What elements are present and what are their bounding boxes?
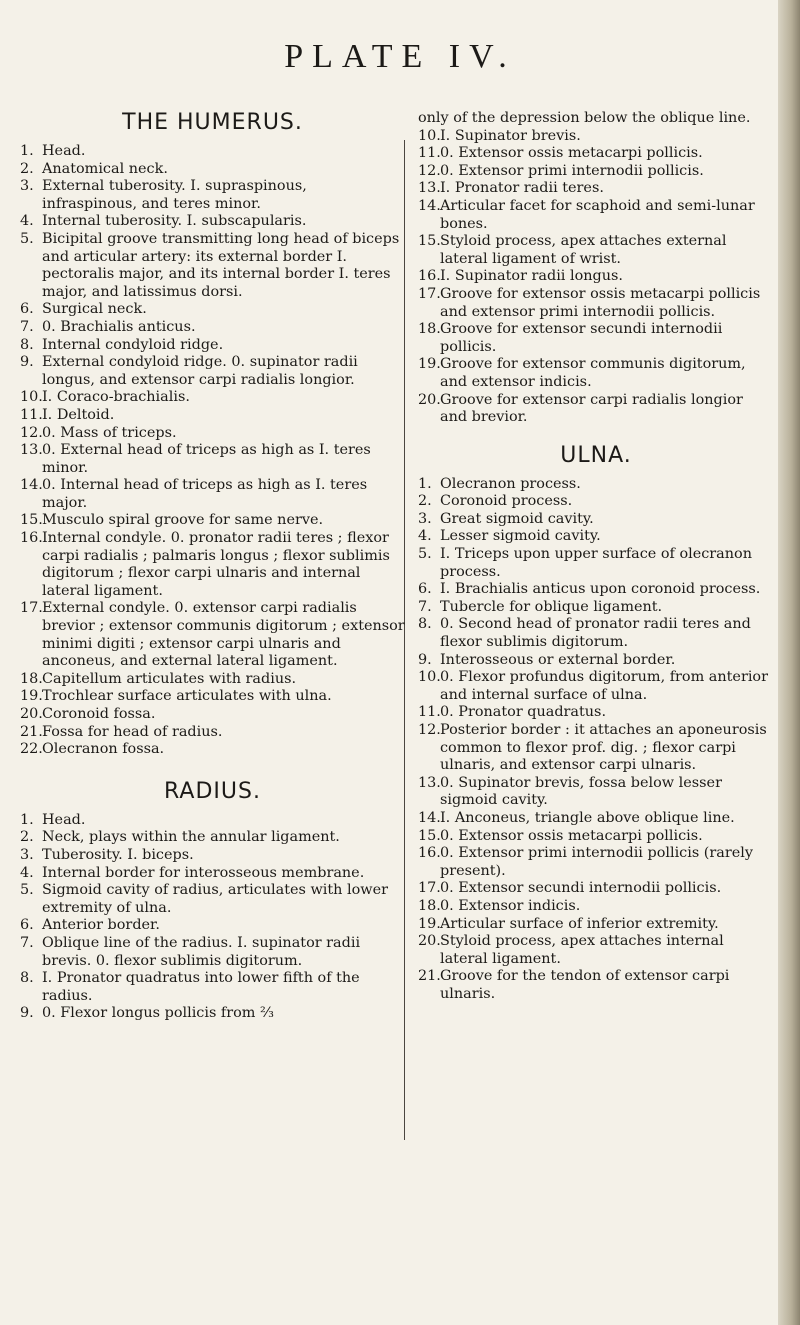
item-text: Groove for the tendon of extensor carpi ulnaris. — [440, 968, 730, 1002]
list-item — [20, 600, 405, 670]
item-number: 20. — [418, 933, 441, 950]
list-item — [20, 530, 405, 600]
item-text: Olecranon fossa. — [42, 741, 165, 758]
list-item — [20, 319, 405, 337]
humerus-title: THE HUMERUS. — [122, 110, 303, 135]
item-number: 18. — [418, 321, 441, 338]
item-number: 5. — [20, 230, 34, 247]
item-number: 13. — [418, 774, 441, 791]
item-number: 11. — [418, 704, 441, 721]
list-item — [20, 741, 405, 759]
item-number: 8. — [418, 616, 432, 633]
item-number: 12. — [418, 722, 441, 738]
list-item — [20, 337, 405, 355]
list-item — [20, 882, 405, 917]
item-text: 0. Extensor ossis metacarpi pollicis. — [440, 145, 703, 162]
item-number: 3. — [20, 178, 34, 195]
item-text: Internal condyloid ridge. — [42, 336, 224, 353]
item-text: External tuberosity. I. supraspinous, infraspinous, and teres minor. — [42, 178, 307, 212]
item-text: 0. External head of triceps as high as I. teres minor. — [42, 442, 371, 476]
item-text: Oblique line of the radius. I. supinator radii brevis. 0. flexor sublimis digitorum. — [42, 934, 361, 969]
item-text: Groove for extensor secundi internodii pollicis. — [440, 321, 723, 355]
item-number: 4. — [418, 528, 432, 545]
item-number: 2. — [418, 493, 432, 510]
item-text: 0. Pronator quadratus. — [440, 704, 607, 721]
list-item — [418, 916, 774, 934]
list-item — [20, 213, 405, 231]
item-number: 11. — [418, 145, 441, 162]
item-text: Interosseous or external border. — [440, 651, 676, 668]
item-number: 16. — [418, 268, 441, 285]
item-number: 19. — [20, 688, 43, 705]
item-text: External condyloid ridge. 0. supinator radii longus, and extensor carpi radialis longior. — [42, 354, 358, 388]
item-text: Anatomical neck. — [42, 160, 168, 177]
list-item — [20, 812, 405, 830]
item-number: 6. — [20, 917, 34, 934]
list-item — [20, 477, 405, 512]
ulna-list — [418, 476, 774, 1004]
item-text: Head. — [42, 143, 86, 159]
item-number: 15. — [418, 233, 441, 250]
item-number: 17. — [418, 880, 441, 897]
item-number: 3. — [418, 510, 432, 527]
list-item — [418, 145, 774, 163]
list-item — [418, 968, 774, 1003]
item-text: Groove for extensor ossis metacarpi pollicis and extensor primi internodii pollicis. — [440, 285, 761, 320]
humerus-list — [20, 143, 405, 759]
item-number: 2. — [20, 160, 34, 177]
item-number: 7. — [418, 598, 432, 615]
item-number: 14. — [418, 197, 441, 214]
item-text: Groove for extensor carpi radialis longior and brevior. — [440, 391, 743, 426]
item-number: 17. — [20, 600, 43, 617]
list-item — [20, 688, 405, 706]
item-text: Musculo spiral groove for same nerve. — [42, 512, 324, 529]
list-item — [418, 669, 774, 704]
list-item — [418, 880, 774, 898]
list-item — [20, 865, 405, 883]
list-item — [418, 180, 774, 198]
list-item — [418, 810, 774, 828]
item-text: Capitellum articulates with radius. — [42, 670, 297, 687]
list-item — [20, 1005, 405, 1023]
item-text: Tubercle for oblique ligament. — [440, 598, 663, 615]
item-number: 17. — [418, 285, 441, 302]
item-number: 19. — [418, 915, 441, 932]
item-text: Styloid process, apex attaches internal lateral ligament. — [440, 933, 724, 967]
list-item — [418, 775, 774, 810]
plate-title: PLATE IV. — [284, 38, 516, 75]
item-number: 4. — [20, 213, 34, 230]
list-item — [418, 356, 774, 391]
item-number: 9. — [20, 1005, 34, 1022]
list-item — [418, 722, 774, 775]
list-item — [20, 847, 405, 865]
item-text: 0. Flexor profundus digitorum, from anterior and internal surface of ulna. — [440, 669, 768, 703]
list-item — [418, 845, 774, 880]
item-text: I. Anconeus, triangle above oblique line. — [440, 809, 735, 826]
list-item — [20, 143, 405, 161]
item-number: 22. — [20, 741, 43, 758]
radius-list — [20, 812, 405, 1023]
item-number: 18. — [418, 897, 441, 914]
item-text: 0. Brachialis anticus. — [42, 318, 196, 335]
item-number: 3. — [20, 846, 34, 863]
item-text: Trochlear surface articulates with ulna. — [42, 688, 332, 705]
list-item — [20, 231, 405, 301]
item-number: 19. — [418, 356, 441, 373]
item-text: I. Triceps upon upper surface of olecranon process. — [440, 546, 752, 580]
list-item — [20, 442, 405, 477]
left-column — [20, 110, 405, 1023]
item-text: 0. Second head of pronator radii teres and flexor sublimis digitorum. — [440, 616, 751, 651]
item-text: Great sigmoid cavity. — [440, 510, 594, 527]
list-item — [20, 917, 405, 935]
item-number: 15. — [418, 827, 441, 844]
list-item — [418, 476, 774, 494]
list-item — [418, 233, 774, 268]
item-number: 7. — [20, 934, 34, 951]
item-number: 6. — [20, 301, 34, 318]
item-number: 20. — [418, 391, 441, 408]
item-text: 0. Supinator brevis, fossa below lesser sigmoid cavity. — [440, 774, 722, 809]
item-text: Groove for extensor communis digitorum, and extensor indicis. — [440, 356, 746, 390]
list-item — [418, 933, 774, 968]
right-column — [418, 110, 774, 1004]
radius-title: RADIUS. — [164, 778, 261, 804]
list-item — [20, 512, 405, 530]
ulna-title: ULNA. — [560, 442, 632, 468]
item-text: Coronoid fossa. — [42, 706, 156, 722]
list-item — [20, 178, 405, 213]
item-text: Articular surface of inferior extremity. — [440, 915, 719, 932]
list-item — [418, 321, 774, 356]
item-number: 13. — [418, 180, 441, 197]
item-number: 4. — [20, 864, 34, 881]
item-number: 14. — [418, 809, 441, 826]
item-number: 1. — [20, 143, 34, 159]
list-item — [20, 389, 405, 407]
list-item — [20, 301, 405, 319]
item-number: 5. — [20, 882, 34, 899]
list-item — [20, 724, 405, 742]
list-item — [418, 616, 774, 651]
item-text: Internal tuberosity. I. subscapularis. — [42, 213, 307, 230]
list-item — [20, 161, 405, 179]
item-text: Internal border for interosseous membrane. — [42, 864, 365, 881]
item-text: Fossa for head of radius. — [42, 723, 223, 740]
item-number: 11. — [20, 406, 43, 423]
list-item — [20, 970, 405, 1005]
item-text: 0. Internal head of triceps as high as I. teres major. — [42, 477, 368, 511]
item-number: 1. — [418, 475, 432, 492]
item-number: 13. — [20, 442, 43, 459]
item-text: External condyle. 0. extensor carpi radialis brevior ; extensor communis digitorum ; extensor minimi digiti ; extensor carpi ulnaris and anconeus, and external lateral ligament. — [42, 600, 405, 670]
list-item — [418, 652, 774, 670]
item-text: Articular facet for scaphoid and semi-lunar bones. — [440, 197, 755, 232]
item-text: I. Deltoid. — [42, 406, 115, 423]
item-text: Anterior border. — [42, 917, 160, 934]
item-number: 10. — [20, 389, 43, 406]
item-number: 9. — [20, 354, 34, 371]
radius-list-continued — [418, 128, 774, 427]
item-text: 0. Extensor indicis. — [440, 897, 581, 914]
item-text: 0. Flexor longus pollicis from ⅔ — [42, 1005, 274, 1022]
item-number: 10. — [418, 127, 441, 144]
item-number: 16. — [418, 845, 441, 862]
item-number: 21. — [418, 968, 441, 985]
list-item — [20, 425, 405, 443]
list-item — [418, 392, 774, 427]
item-text: Internal condyle. 0. pronator radii teres ; flexor carpi radialis ; palmaris longus ; flexor sublimis digitorum ; flexor carpi ulnaris and internal lateral ligament. — [42, 530, 390, 599]
list-item — [418, 493, 774, 511]
item-number: 5. — [418, 546, 432, 563]
list-item — [418, 511, 774, 529]
list-item — [20, 407, 405, 425]
item-number: 8. — [20, 336, 34, 353]
item-text: Olecranon process. — [440, 475, 581, 492]
list-item — [20, 671, 405, 689]
item-text: Bicipital groove transmitting long head of biceps and articular artery: its external border I. pectoralis major, and its internal border I. teres major, and latissimus dorsi. — [42, 230, 400, 300]
radius-continuation: only of the depression below the oblique line. — [418, 110, 751, 126]
item-text: Lesser sigmoid cavity. — [440, 528, 601, 545]
item-number: 1. — [20, 811, 34, 828]
item-number: 10. — [418, 669, 441, 686]
item-text: Head. — [42, 811, 86, 828]
item-number: 2. — [20, 829, 34, 846]
list-item — [418, 528, 774, 546]
item-number: 6. — [418, 581, 432, 598]
item-number: 7. — [20, 318, 34, 335]
item-number: 9. — [418, 651, 432, 668]
item-text: 0. Extensor primi internodii pollicis. — [440, 162, 704, 179]
list-item — [418, 163, 774, 181]
item-number: 16. — [20, 530, 43, 547]
item-number: 8. — [20, 970, 34, 987]
list-item — [418, 286, 774, 321]
item-number: 18. — [20, 670, 43, 687]
list-item — [20, 706, 405, 724]
item-text: I. Supinator radii longus. — [440, 268, 623, 285]
list-item — [418, 128, 774, 146]
item-text: Surgical neck. — [42, 301, 147, 318]
item-text: 0. Extensor secundi internodii pollicis. — [440, 880, 722, 897]
list-item — [20, 935, 405, 970]
item-text: I. Coraco-brachialis. — [42, 389, 190, 406]
list-item — [418, 599, 774, 617]
item-text: 0. Extensor ossis metacarpi pollicis. — [440, 827, 703, 844]
item-number: 12. — [418, 162, 441, 179]
item-text: Neck, plays within the annular ligament. — [42, 829, 340, 846]
list-item — [418, 704, 774, 722]
list-item — [20, 829, 405, 847]
item-text: I. Pronator quadratus into lower fifth of the radius. — [42, 970, 360, 1004]
item-text: I. Supinator brevis. — [440, 127, 581, 144]
item-text: Styloid process, apex attaches external lateral ligament of wrist. — [440, 233, 727, 267]
item-text: I. Pronator radii teres. — [440, 180, 604, 197]
item-text: Tuberosity. I. biceps. — [42, 846, 194, 863]
item-number: 21. — [20, 723, 43, 740]
item-text: Posterior border : it attaches an aponeurosis common to flexor prof. dig. ; flexor carpi ulnaris, and extensor carpi ulnaris. — [440, 722, 767, 774]
list-item — [418, 198, 774, 233]
list-item — [20, 354, 405, 389]
item-text: 0. Extensor primi internodii pollicis (rarely present). — [440, 845, 753, 879]
item-number: 14. — [20, 477, 43, 494]
item-text: I. Brachialis anticus upon coronoid process. — [440, 581, 761, 598]
item-text: Coronoid process. — [440, 493, 573, 510]
item-number: 15. — [20, 512, 43, 529]
item-text: 0. Mass of triceps. — [42, 424, 177, 441]
list-item — [418, 268, 774, 286]
page-edge — [778, 0, 800, 1325]
list-item — [418, 546, 774, 581]
item-number: 20. — [20, 706, 43, 722]
list-item — [418, 581, 774, 599]
list-item — [418, 828, 774, 846]
list-item — [418, 898, 774, 916]
item-text: Sigmoid cavity of radius, articulates with lower extremity of ulna. — [42, 882, 389, 916]
item-number: 12. — [20, 424, 43, 441]
